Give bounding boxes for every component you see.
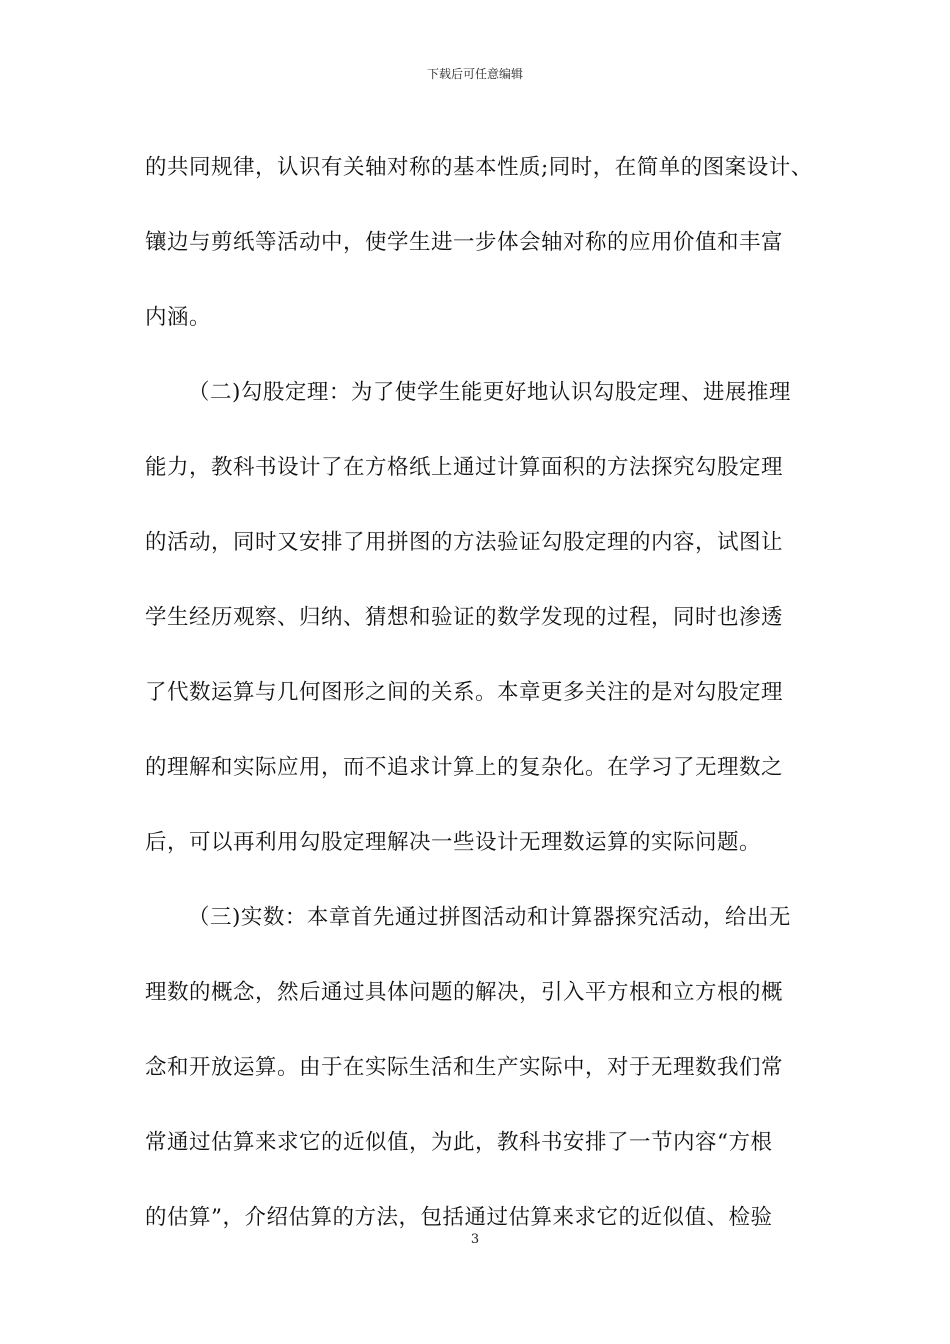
text-line: 的活动，同时又安排了用拼图的方法验证勾股定理的内容，试图让 bbox=[145, 530, 784, 555]
text-line: 的理解和实际应用，而不追求计算上的复杂化。在学习了无理数之 bbox=[145, 755, 784, 780]
text-line: 常通过估算来求它的近似值，为此，教科书安排了一节内容“方根 bbox=[145, 1130, 773, 1155]
paragraph-start-line: （二)勾股定理：为了使学生能更好地认识勾股定理、进展推理 bbox=[188, 380, 791, 405]
page-number: 3 bbox=[470, 1232, 480, 1247]
text-line: 能力，教科书设计了在方格纸上通过计算面积的方法探究勾股定理 bbox=[145, 455, 784, 480]
body-text bbox=[145, 130, 825, 1255]
text-line: 后，可以再利用勾股定理解决一些设计无理数运算的实际问题。 bbox=[145, 830, 762, 855]
text-line: 学生经历观察、归纳、猜想和验证的数学发现的过程，同时也渗透 bbox=[145, 605, 784, 630]
text-line: 的估算”，介绍估算的方法，包括通过估算来求它的近似值、检验 bbox=[145, 1205, 773, 1230]
text-line: 了代数运算与几何图形之间的关系。本章更多关注的是对勾股定理 bbox=[145, 680, 784, 705]
text-line: 念和开放运算。由于在实际生活和生产实际中，对于无理数我们常 bbox=[145, 1055, 784, 1080]
paragraph-start-line: （三)实数：本章首先通过拼图活动和计算器探究活动，给出无 bbox=[188, 905, 791, 930]
page-header: 下载后可任意编辑 bbox=[426, 67, 523, 81]
text-line: 的共同规律，认识有关轴对称的基本性质;同时，在简单的图案设计、 bbox=[145, 155, 813, 180]
text-line: 内涵。 bbox=[145, 305, 212, 330]
text-line: 镶边与剪纸等活动中，使学生进一步体会轴对称的应用价值和丰富 bbox=[145, 230, 784, 255]
text-line: 理数的概念，然后通过具体问题的解决，引入平方根和立方根的概 bbox=[145, 980, 784, 1005]
